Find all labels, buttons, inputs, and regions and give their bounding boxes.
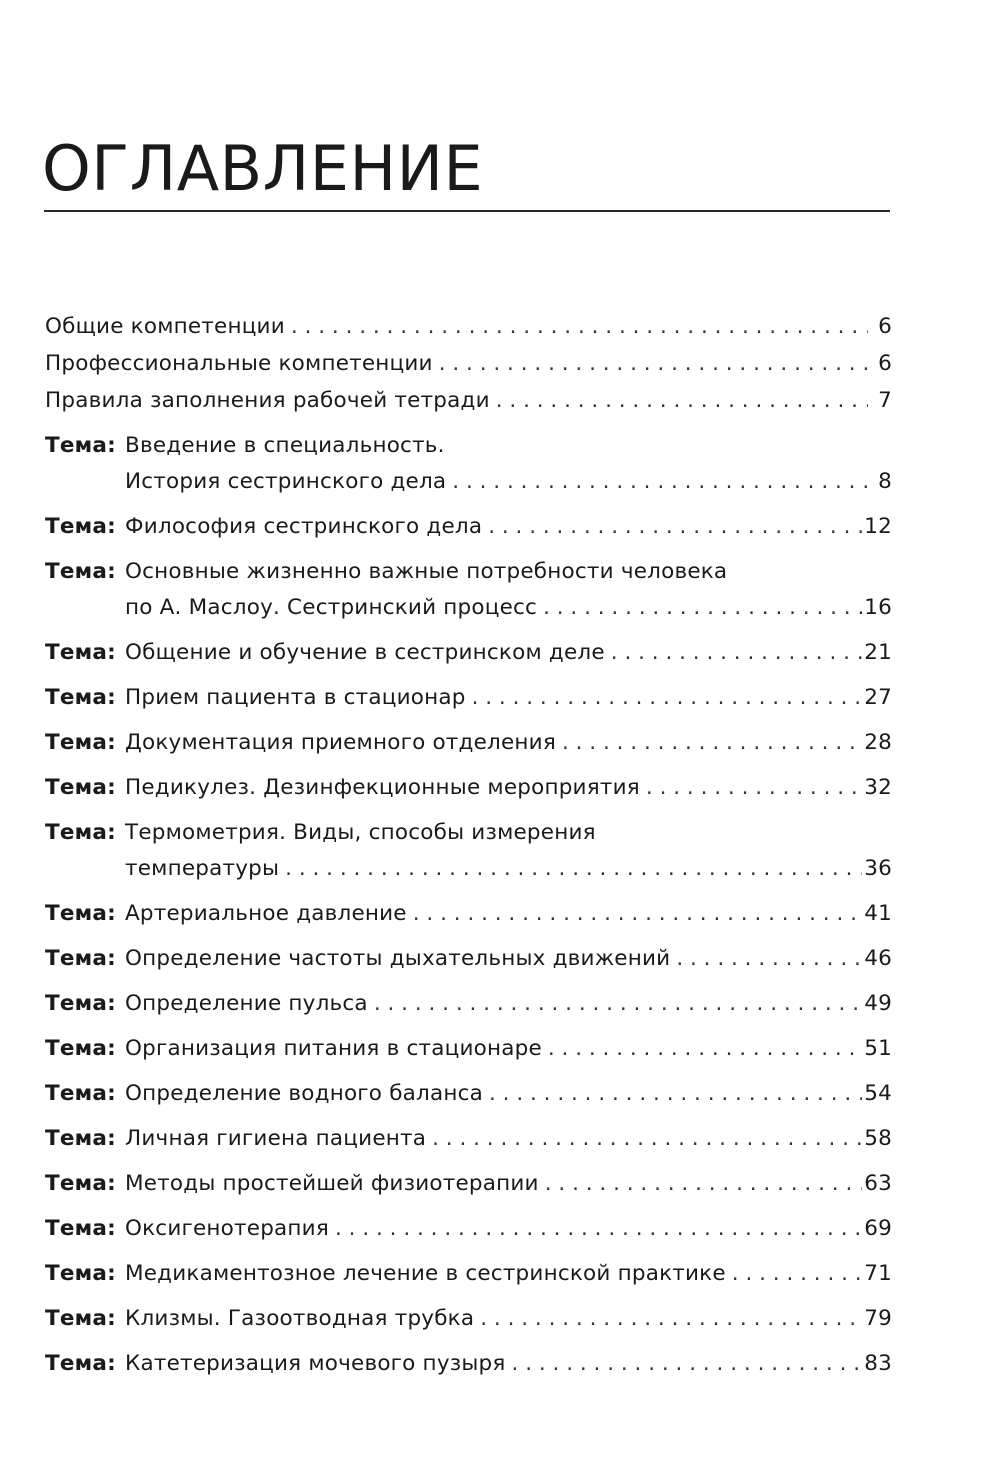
toc-topic-entry[interactable]	[45, 725, 892, 761]
topic-prefix: Тема:	[45, 1126, 116, 1151]
page-number: 32	[864, 775, 892, 800]
toc-line	[45, 1346, 892, 1382]
toc-topic-entry[interactable]	[45, 1256, 892, 1292]
entry-title: Общие компетенции	[45, 314, 285, 339]
toc-line	[45, 1166, 892, 1202]
page-number: 6	[878, 314, 892, 339]
dot-leader	[291, 309, 868, 345]
dot-leader	[732, 1256, 862, 1292]
toc-topic-entry[interactable]	[45, 1076, 892, 1112]
toc-topic-entry[interactable]	[45, 1301, 892, 1337]
entry-title: Термометрия. Виды, способы измерения	[125, 820, 596, 845]
entry-title: Личная гигиена пациента	[125, 1126, 427, 1151]
entry-title: Медикаментозное лечение в сестринской практике	[125, 1261, 726, 1286]
entry-title: Определение водного баланса	[125, 1081, 483, 1106]
entry-title: Введение в специальность.	[125, 433, 445, 458]
toc-line	[45, 896, 892, 932]
toc-topic-entry[interactable]	[45, 986, 892, 1022]
page-number: 58	[864, 1126, 892, 1151]
dot-leader	[562, 725, 862, 761]
toc-line	[45, 383, 892, 419]
toc-line	[45, 590, 892, 626]
toc-line	[45, 1211, 892, 1247]
toc-line	[45, 815, 892, 851]
page-number: 36	[864, 856, 892, 881]
dot-leader	[472, 680, 863, 716]
topic-prefix: Тема:	[45, 946, 116, 971]
dot-leader	[413, 896, 863, 932]
toc-topic-entry[interactable]	[45, 1166, 892, 1202]
toc-line	[45, 464, 892, 500]
toc-topic-entry[interactable]	[45, 680, 892, 716]
dot-leader	[676, 941, 862, 977]
entry-title: Определение частоты дыхательных движений	[125, 946, 671, 971]
page-title: ОГЛАВЛЕНИЕ	[42, 132, 484, 205]
toc-topic-entry[interactable]	[45, 896, 892, 932]
topic-prefix: Тема:	[45, 1216, 116, 1241]
entry-title: Общение и обучение в сестринском деле	[125, 640, 605, 665]
toc-line	[45, 986, 892, 1022]
entry-title: Основные жизненно важные потребности человека	[125, 559, 728, 584]
entry-title: Клизмы. Газоотводная трубка	[125, 1306, 475, 1331]
topic-prefix: Тема:	[45, 775, 116, 800]
topic-prefix: Тема:	[45, 730, 116, 755]
entry-title: Документация приемного отделения	[125, 730, 556, 755]
entry-title: История сестринского дела	[125, 469, 447, 494]
toc-topic-entry[interactable]	[45, 635, 892, 671]
topic-prefix: Тема:	[45, 559, 116, 584]
page-number: 41	[864, 901, 892, 926]
toc-line	[45, 309, 892, 345]
dot-leader	[611, 635, 862, 671]
topic-prefix: Тема:	[45, 640, 116, 665]
entry-title: Определение пульса	[125, 991, 368, 1016]
entry-title: Прием пациента в стационар	[125, 685, 466, 710]
entry-title: Профессиональные компетенции	[45, 351, 433, 376]
toc-topic-entry[interactable]	[45, 509, 892, 545]
toc-topic-entry[interactable]	[45, 1121, 892, 1157]
toc-line	[45, 346, 892, 382]
title-underline	[44, 210, 890, 212]
toc-line	[45, 635, 892, 671]
dot-leader	[548, 1031, 862, 1067]
toc-topic-entry[interactable]	[45, 941, 892, 977]
toc-line	[45, 1256, 892, 1292]
page-number: 7	[878, 388, 892, 413]
dot-leader	[285, 851, 862, 887]
topic-prefix: Тема:	[45, 433, 116, 458]
page-number: 27	[864, 685, 892, 710]
topic-prefix: Тема:	[45, 514, 116, 539]
topic-prefix: Тема:	[45, 1171, 116, 1196]
dot-leader	[488, 509, 862, 545]
entry-title: Артериальное давление	[125, 901, 407, 926]
page-number: 16	[864, 595, 892, 620]
toc-line	[45, 851, 892, 887]
toc-entry[interactable]	[45, 383, 892, 419]
table-of-contents	[45, 309, 892, 1391]
dot-leader	[545, 1166, 863, 1202]
toc-line	[45, 770, 892, 806]
page-number: 46	[864, 946, 892, 971]
topic-prefix: Тема:	[45, 1036, 116, 1061]
dot-leader	[335, 1211, 862, 1247]
entry-title: Философия сестринского дела	[125, 514, 483, 539]
entry-title: Катетеризация мочевого пузыря	[125, 1351, 506, 1376]
page-number: 51	[864, 1036, 892, 1061]
entry-title: температуры	[125, 856, 280, 881]
toc-topic-entry[interactable]	[45, 428, 892, 500]
toc-line	[45, 1301, 892, 1337]
dot-leader	[452, 464, 868, 500]
entry-title: Правила заполнения рабочей тетради	[45, 388, 490, 413]
toc-line	[45, 1031, 892, 1067]
toc-topic-entry[interactable]	[45, 770, 892, 806]
page-number: 12	[864, 514, 892, 539]
topic-prefix: Тема:	[45, 1351, 116, 1376]
entry-title: Организация питания в стационаре	[125, 1036, 542, 1061]
toc-entry[interactable]	[45, 309, 892, 345]
toc-topic-entry[interactable]	[45, 1211, 892, 1247]
toc-topic-entry[interactable]	[45, 815, 892, 887]
toc-entry[interactable]	[45, 346, 892, 382]
toc-topic-entry[interactable]	[45, 1031, 892, 1067]
toc-line	[45, 509, 892, 545]
topic-prefix: Тема:	[45, 901, 116, 926]
toc-topic-entry[interactable]	[45, 1346, 892, 1382]
dot-leader	[432, 1121, 862, 1157]
page-number: 54	[864, 1081, 892, 1106]
page-number: 8	[878, 469, 892, 494]
toc-line	[45, 1076, 892, 1112]
page-number: 63	[864, 1171, 892, 1196]
dot-leader	[439, 346, 868, 382]
topic-prefix: Тема:	[45, 820, 116, 845]
toc-line	[45, 725, 892, 761]
toc-line	[45, 1121, 892, 1157]
dot-leader	[374, 986, 862, 1022]
entry-title: по А. Маслоу. Сестринский процесс	[125, 595, 538, 620]
dot-leader	[496, 383, 868, 419]
dot-leader	[489, 1076, 862, 1112]
page-number: 83	[864, 1351, 892, 1376]
topic-prefix: Тема:	[45, 1306, 116, 1331]
page-number: 49	[864, 991, 892, 1016]
topic-prefix: Тема:	[45, 1261, 116, 1286]
page-number: 71	[864, 1261, 892, 1286]
toc-line	[45, 680, 892, 716]
dot-leader	[480, 1301, 862, 1337]
toc-topic-entry[interactable]	[45, 554, 892, 626]
page-number: 69	[864, 1216, 892, 1241]
entry-title: Педикулез. Дезинфекционные мероприятия	[125, 775, 640, 800]
topic-prefix: Тема:	[45, 1081, 116, 1106]
toc-line	[45, 428, 892, 464]
entry-title: Методы простейшей физиотерапии	[125, 1171, 539, 1196]
topic-prefix: Тема:	[45, 685, 116, 710]
toc-line	[45, 554, 892, 590]
page-number: 28	[864, 730, 892, 755]
dot-leader	[543, 590, 862, 626]
entry-title: Оксигенотерапия	[125, 1216, 329, 1241]
page-number: 6	[878, 351, 892, 376]
dot-leader	[646, 770, 862, 806]
page-number: 79	[864, 1306, 892, 1331]
toc-line	[45, 941, 892, 977]
dot-leader	[512, 1346, 863, 1382]
topic-prefix: Тема:	[45, 991, 116, 1016]
page-number: 21	[864, 640, 892, 665]
